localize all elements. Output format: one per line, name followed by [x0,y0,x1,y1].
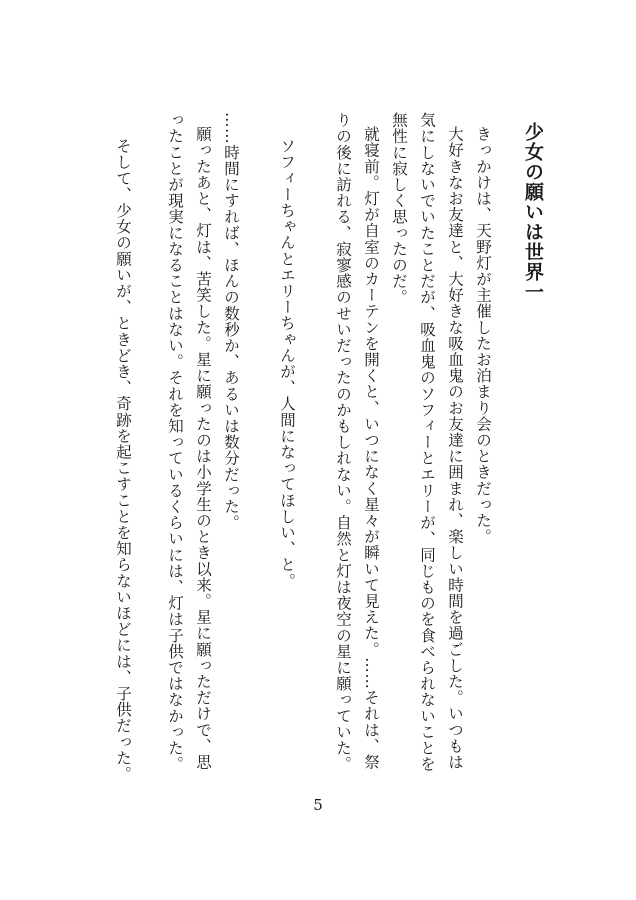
chapter-title: 少女の願いは世界一 [522,122,544,302]
text-line-1: きっかけは、天野灯が主催したお泊まり会のときだった。 [474,126,492,545]
text-line-8: ソフィーちゃんとエリーちゃんが、人間になってほしい、と。 [278,138,296,589]
text-line-5: 就寝前。灯が自室のカーテンを開くと、いつになく星々が瞬いて見えた。……それは、祭 [362,126,380,770]
text-line-6: りの後に訪れる、寂寥感のせいだったのかもしれない。自然と灯は夜空の星に願っていた。 [334,112,352,773]
text-line-11: 願ったあと、灯は、苦笑した。星に願ったのは小学生のとき以来。星に願っただけで、思 [194,126,212,770]
text-line-2: 大好きなお友達と、大好きな吸血鬼のお友達に囲まれ、楽しい時間を過ごした。いつもは [446,126,464,770]
text-line-12: ったことが現実になることはない。それを知っているくらいには、灯は子供ではなかった。 [166,112,184,773]
text-line-4: 無性に寂しく思ったのだ。 [390,112,408,306]
text-line-10: ……時間にすれば、ほんの数秒か、あるいは数分だった。 [222,112,240,531]
text-line-14: そして、少女の願いが、ときどき、奇跡を起こすことを知らないほどには、子供だった。 [114,138,132,782]
text-line-3: 気にしないでいたことだが、吸血鬼のソフィーとエリーが、同じものを食べられないことを [418,112,436,773]
page-number: 5 [313,796,323,814]
